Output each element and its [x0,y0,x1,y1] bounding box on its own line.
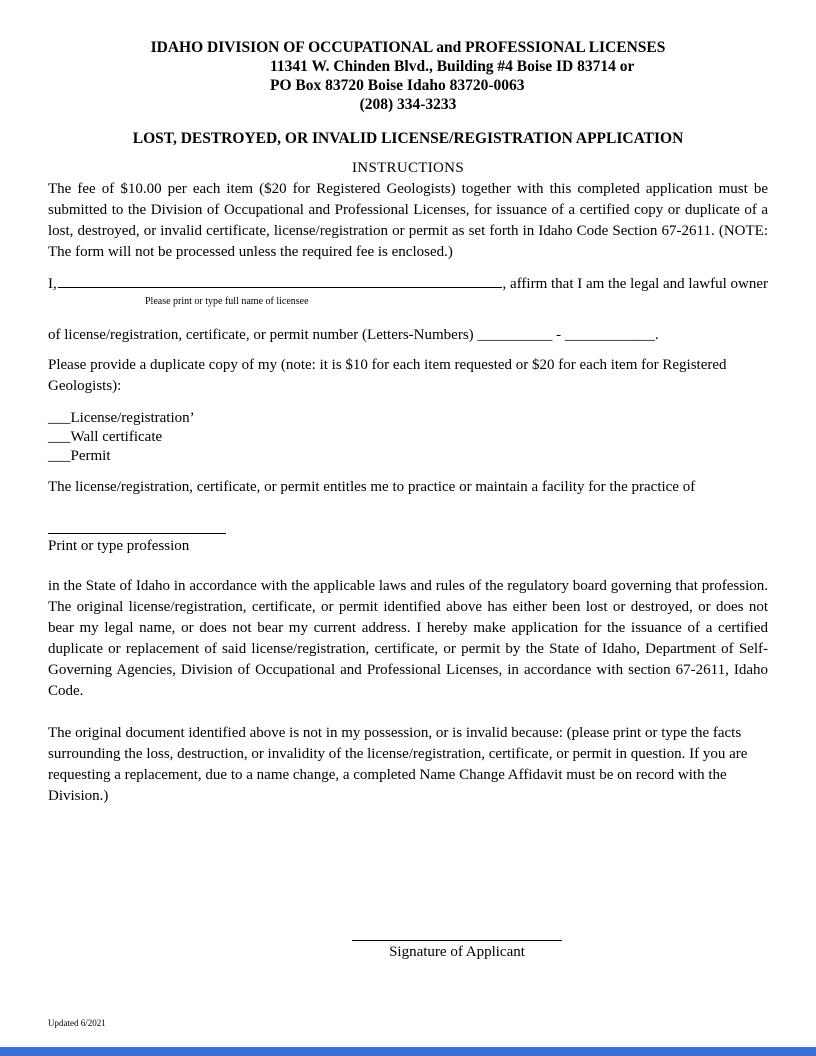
signature-line[interactable] [352,926,562,941]
footer-updated: Updated 6/2021 [48,1018,106,1028]
instructions-paragraph: The fee of $10.00 per each item ($20 for Registered Geologists) together with this completed application must be submitted to the Division of Occupational and Professional Licenses, for issuance of a certified copy or duplicate of a lost, destroyed, or invalid certificate, license/registration or permit as set forth in Idaho Code Section 67-2611. (NOTE: The form will not be processed unless the required fee is enclosed.) [48,181,768,260]
option-license-label: License/registration’ [70,410,195,426]
profession-blank[interactable] [48,515,226,534]
signature-caption: Signature of Applicant [389,944,525,960]
phone-number: (208) 334-3233 [359,96,457,113]
affirmation-row [48,272,768,295]
option-wall-certificate-label: Wall certificate [70,429,163,445]
licensee-name-caption: Please print or type full name of licensee [145,296,309,307]
license-number-sentence [48,325,768,346]
option-license-blank[interactable]: ___ [48,410,71,426]
license-numbers-blank[interactable]: ____________ [564,327,655,343]
option-permit-blank[interactable]: ___ [48,448,71,464]
affirm-prefix: I, [48,276,57,292]
instructions-heading: INSTRUCTIONS [352,160,464,176]
license-number-text: of license/registration, certificate, or permit number (Letters-Numbers) [48,327,474,343]
option-wall-certificate [48,428,768,447]
license-number-period: . [654,327,659,343]
letterhead [48,38,768,114]
profession-caption: Print or type profession [48,538,190,554]
form-title: LOST, DESTROYED, OR INVALID LICENSE/REGISTRATION APPLICATION [132,130,684,147]
affirm-suffix: , affirm that I am the legal and lawful owner [502,276,768,292]
licensee-name-blank[interactable] [58,272,502,288]
license-number-separator: - [556,327,562,343]
option-wall-certificate-blank[interactable]: ___ [48,429,71,445]
duplicate-note: Please provide a duplicate copy of my (note: it is $10 for each item requested or $20 for each item for Registered Geologists): [48,357,727,394]
item-options [48,409,768,466]
bottom-window-edge [0,1047,816,1056]
org-name: IDAHO DIVISION OF OCCUPATIONAL and PROFESSIONAL LICENSES [150,39,666,56]
po-address: PO Box 83720 Boise Idaho 83720-0063 [270,77,525,94]
option-license-registration [48,409,768,428]
license-letters-blank[interactable]: __________ [477,327,553,343]
option-permit [48,447,768,466]
legal-paragraph: in the State of Idaho in accordance with the applicable laws and rules of the regulatory board governing that profession. The original license/registration, certificate, or permit identified above has either been lost or destroyed, or does not bear my legal name, or does not bear my current address. I hereby make application for the issuance of a certified duplicate or replacement of said license/registration, certificate, or permit by the State of Idaho, Department of Self- Governing Agencies, Division of Occupational and Professional Licenses, in accordance with section 67-2611, Idaho Code. [48,578,768,699]
street-address: 11341 W. Chinden Blvd., Building #4 Boise ID 83714 or [270,58,635,75]
signature-block [352,926,562,963]
option-permit-label: Permit [70,448,111,464]
entitles-sentence: The license/registration, certificate, or permit entitles me to practice or maintain a facility for the practice of [48,479,696,495]
reason-paragraph: The original document identified above is not in my possession, or is invalid because: (please print or type the facts surrounding the loss, destruction, or invalidity of the license/registration, certificate, or permit in question. If you are requesting a replacement, due to a name change, a completed Name Change Affidavit must be on record with the Division.) [48,725,748,804]
